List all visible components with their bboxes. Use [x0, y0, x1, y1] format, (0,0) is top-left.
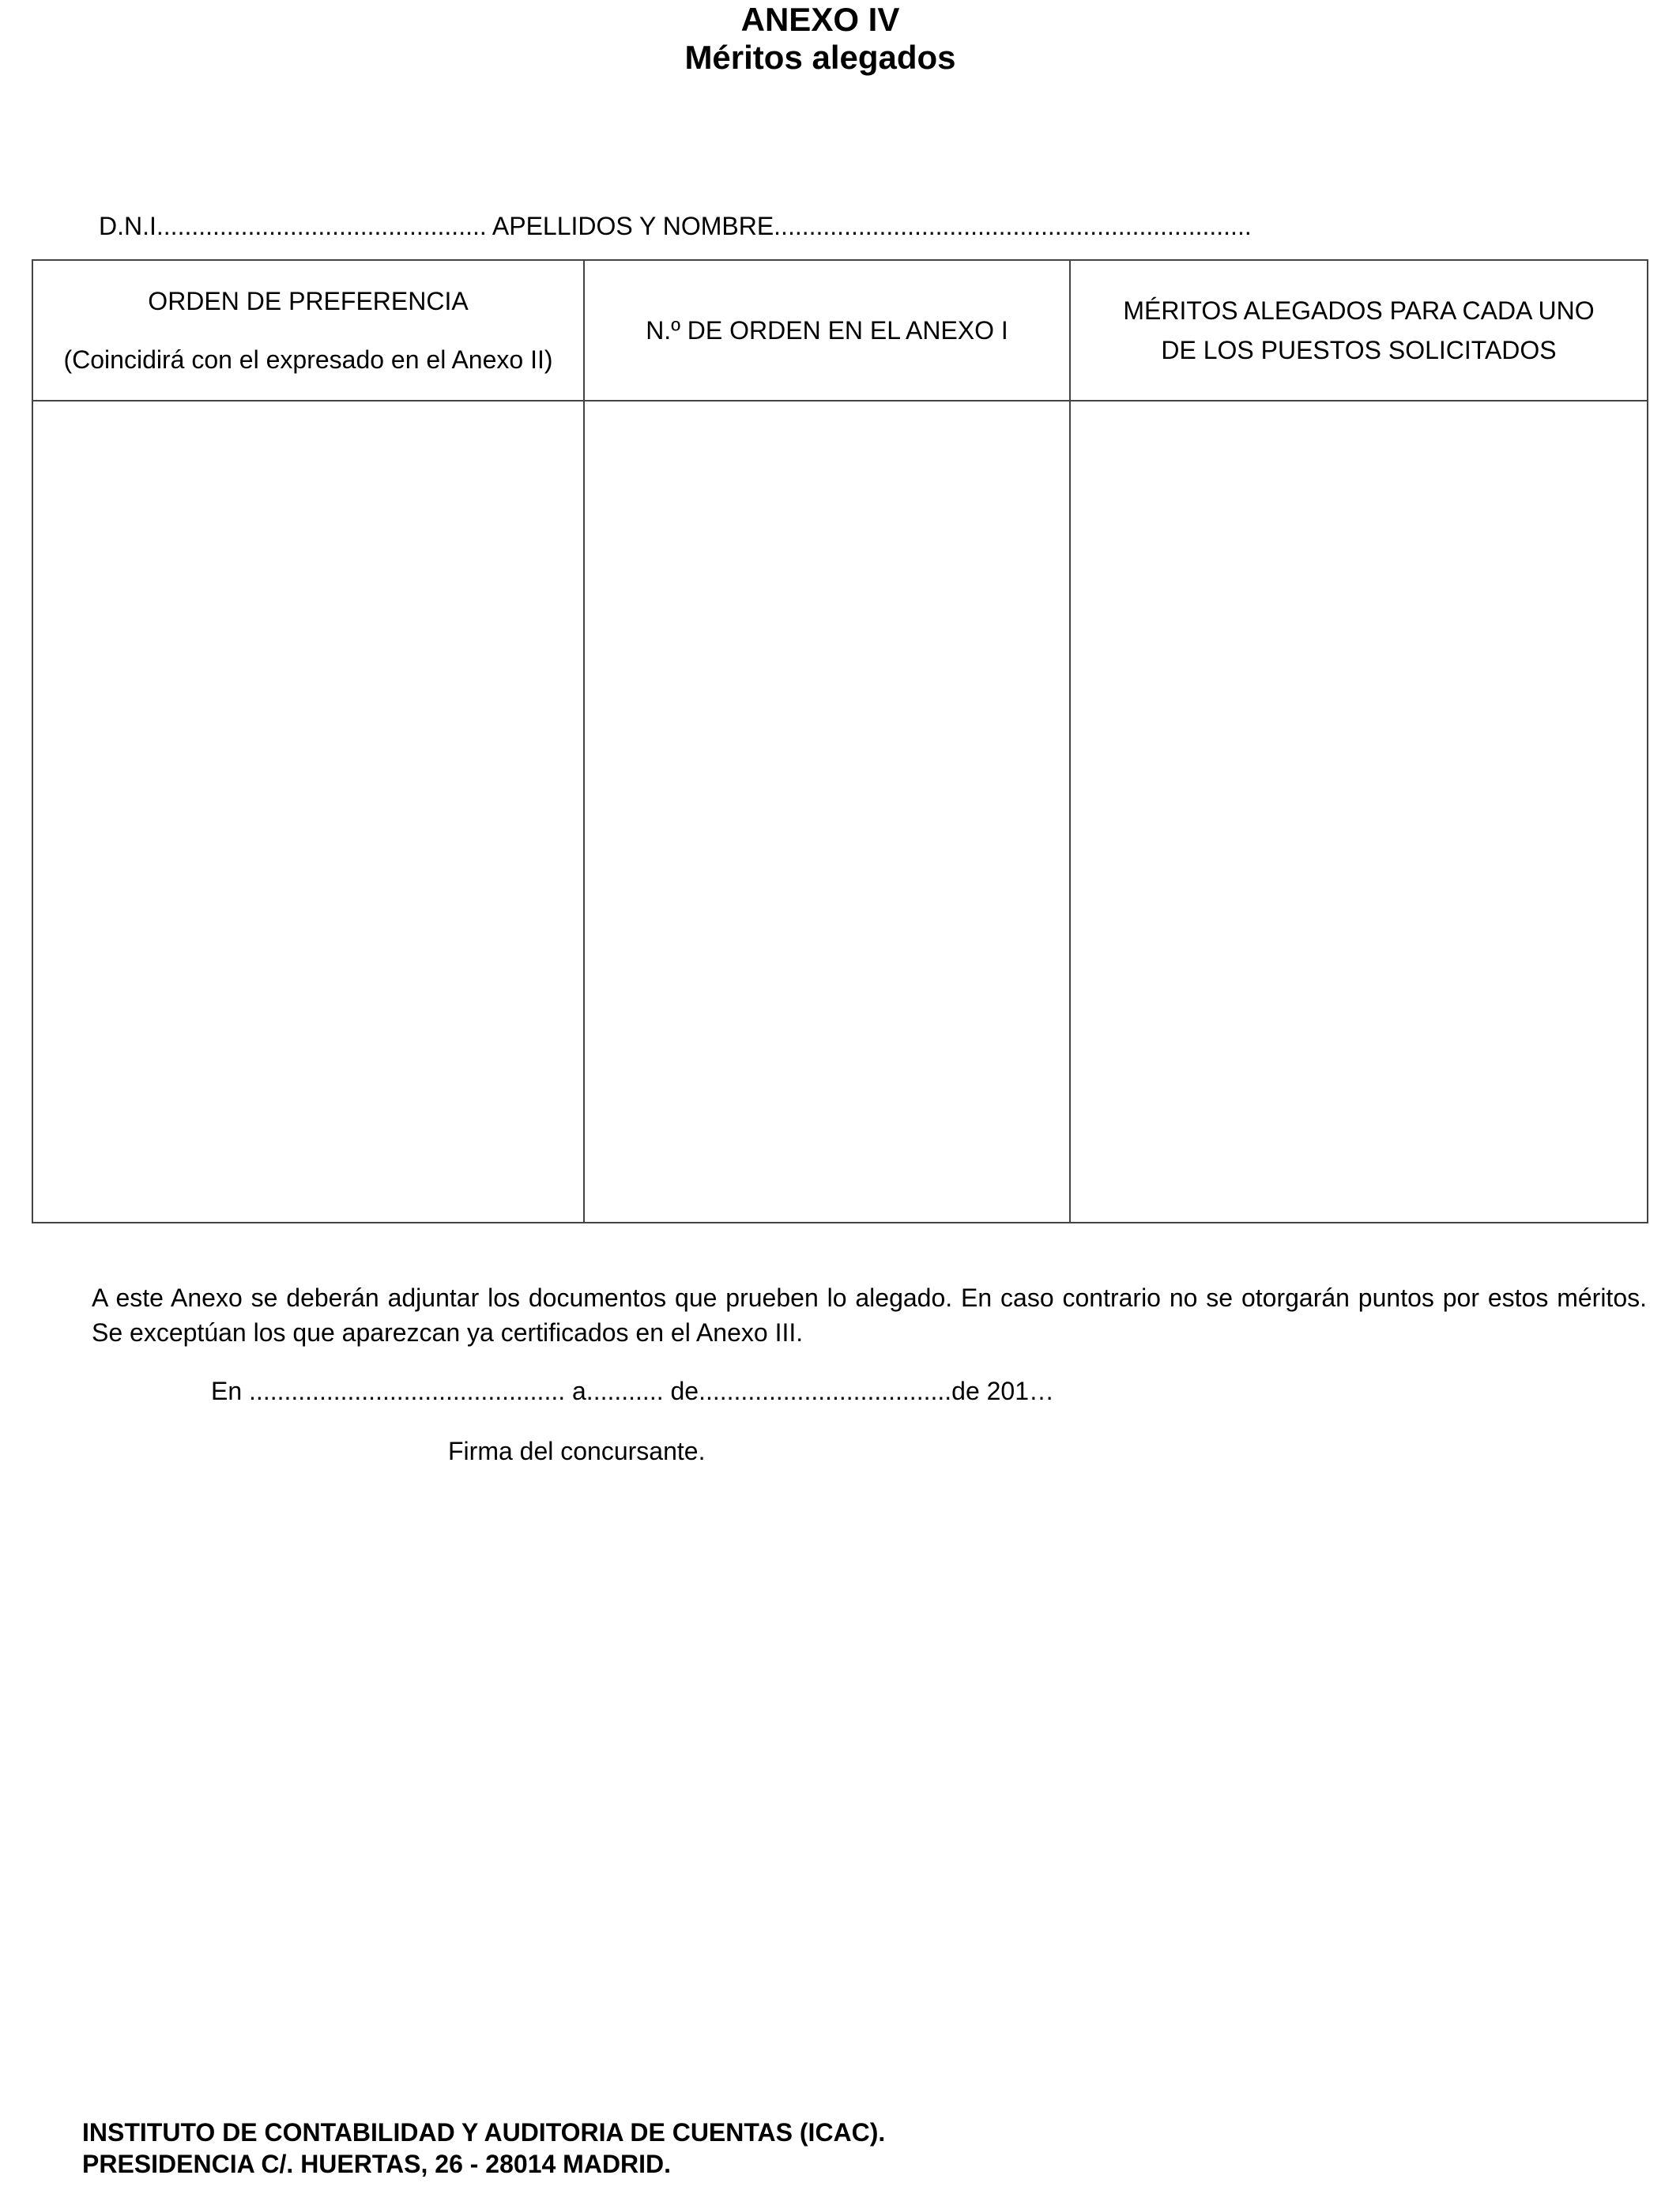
annex-order-number-cell[interactable] [584, 401, 1070, 1223]
attachment-note: A este Anexo se deberán adjuntar los documentos que prueben lo alegado. En caso contrario no se otorgarán puntos por estos méritos. Se exceptúan los que aparezcan ya certificados en el Anexo III. [92, 1284, 1647, 1347]
header-preference-order-note: (Coincidirá con el expresado en el Anexo II) [63, 345, 553, 374]
header-merits [1070, 260, 1648, 401]
footer-address: PRESIDENCIA C/. HUERTAS, 26 - 28014 MADRID. [82, 2150, 672, 2178]
header-merits-line1: MÉRITOS ALEGADOS PARA CADA UNO [1123, 296, 1595, 325]
table-row [32, 401, 1648, 1223]
document-title: ANEXO IV [740, 1, 900, 38]
header-preference-order [32, 260, 584, 401]
applicant-id-line: D.N.I............................................... APELLIDOS Y NOMBRE.................................................................... [99, 212, 1252, 240]
signature-label: Firma del concursante. [448, 1437, 706, 1465]
merits-cell[interactable] [1070, 401, 1648, 1223]
header-annex-order-number [584, 260, 1070, 401]
document-subtitle: Méritos alegados [684, 39, 956, 76]
footer-institution: INSTITUTO DE CONTABILIDAD Y AUDITORIA DE CUENTAS (ICAC). [82, 2118, 886, 2147]
header-preference-order-title: ORDEN DE PREFERENCIA [148, 287, 469, 315]
place-date-line: En ............................................. a........... de....................................de 201… [211, 1377, 1055, 1405]
header-merits-line2: DE LOS PUESTOS SOLICITADOS [1161, 336, 1557, 364]
preference-order-cell[interactable] [32, 401, 584, 1223]
header-annex-order-number-title: N.º DE ORDEN EN EL ANEXO I [646, 316, 1008, 345]
table-header-row [32, 260, 1648, 401]
merits-table [32, 259, 1648, 1223]
